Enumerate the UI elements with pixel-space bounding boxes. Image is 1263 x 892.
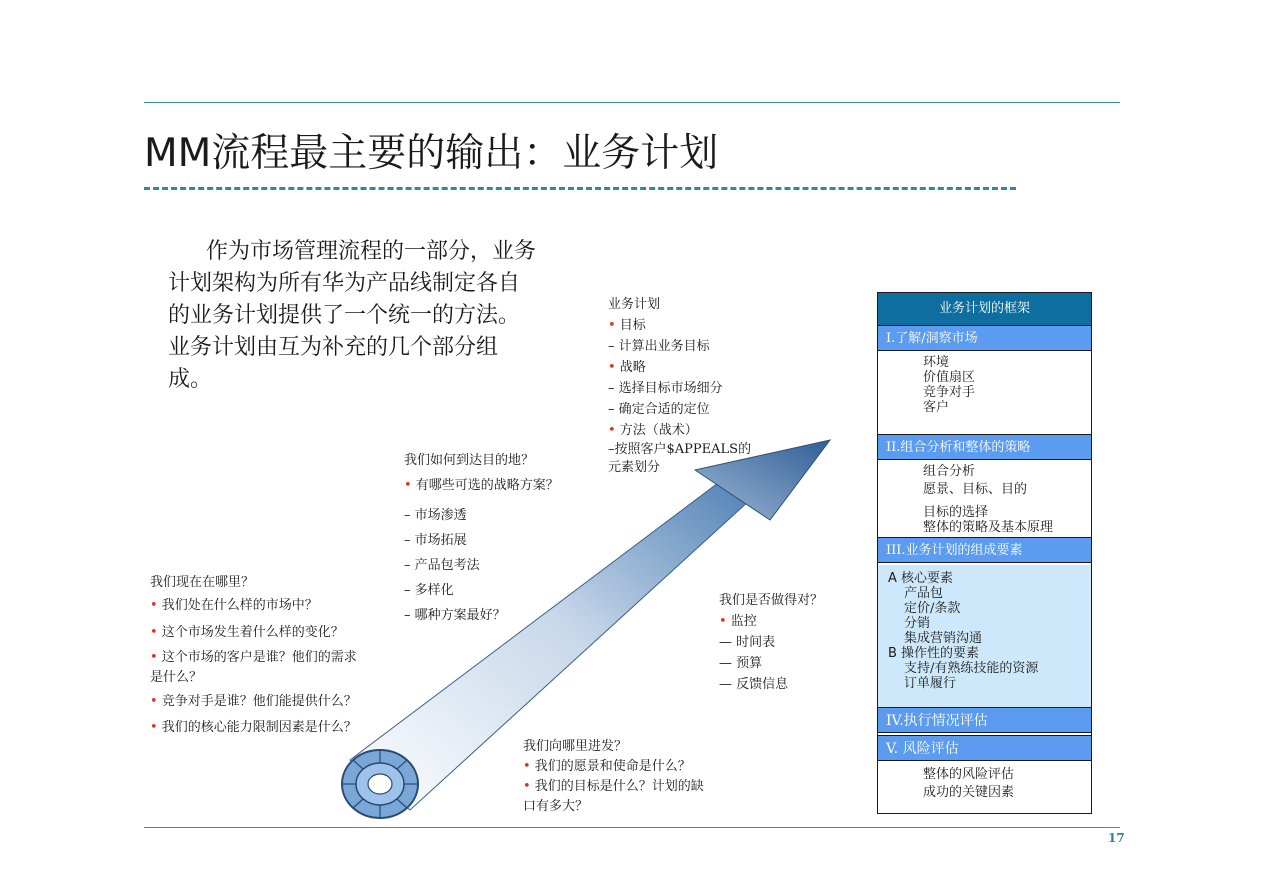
block-heading: 我们如何到达目的地？ (404, 453, 535, 468)
list-item: • 监控 (719, 614, 757, 629)
list-item: — 反馈信息 (719, 677, 789, 692)
list-item: 客户 (923, 400, 950, 415)
list-item: 成功的关键因素 (923, 785, 1015, 800)
list-item: – 计算出业务目标 (608, 339, 710, 354)
bullet-marker: • (719, 614, 727, 629)
list-item: • 有哪些可选的战略方案？ (404, 478, 559, 493)
list-item: 环境 (923, 355, 950, 370)
block-heading: 我们向哪里进发？ (523, 739, 628, 754)
list-item: – 确定合适的定位 (608, 402, 710, 417)
intro-line: 业务计划由互为补充的几个部分组 (168, 335, 499, 360)
list-item: 愿景、目标、目的 (923, 482, 1028, 497)
bullet-marker: • (150, 598, 158, 613)
list-item: • 竞争对手是谁？他们能提供什么？ (150, 694, 357, 709)
list-item: – 产品包考法 (404, 558, 480, 573)
framework-header: 业务计划的框架 (878, 293, 1091, 325)
top-rule (144, 102, 1120, 103)
bullet-marker: • (150, 625, 158, 640)
intro-paragraph (168, 236, 558, 396)
list-item: 整体的策略及基本原理 (923, 520, 1054, 535)
framework-section-5-items (878, 766, 1136, 802)
page-title: MM流程最主要的输出：业务计划 (144, 131, 719, 176)
list-item: 订单履行 (904, 676, 957, 691)
list-item: • 方法（战术） (608, 423, 698, 438)
list-item: • 战略 (608, 360, 646, 375)
list-item: – 选择目标市场细分 (608, 381, 723, 396)
bullet-marker: • (150, 694, 158, 709)
page-number: 17 (1108, 831, 1125, 845)
intro-line: 作为市场管理流程的一部分，业务 (206, 239, 537, 264)
list-item: 是什么？ (150, 670, 203, 685)
framework-section-4: IV.执行情况评估 (878, 707, 1091, 733)
list-item: 口有多大？ (523, 799, 589, 814)
block-heading: 我们现在在哪里？ (150, 575, 255, 590)
list-item: • 这个市场的客户是谁？他们的需求 (150, 650, 357, 665)
list-item: • 我们的核心能力限制因素是什么？ (150, 720, 357, 735)
bullet-marker: • (608, 423, 616, 438)
framework-section-2: II.组合分析和整体的策略 (878, 434, 1091, 460)
list-item: — 预算 (719, 656, 763, 671)
list-item: • 我们处在什么样的市场中？ (150, 598, 318, 613)
list-item: 元素划分 (608, 460, 661, 475)
bullet-marker: • (523, 759, 531, 774)
bullet-marker: • (404, 478, 412, 493)
intro-line: 的业务计划提供了一个统一的方法。 (168, 303, 521, 328)
framework-section-1-items (878, 355, 1136, 415)
list-item: A 核心要素 (888, 571, 954, 586)
bullet-marker: • (608, 360, 616, 375)
framework-section-5: V. 风险评估 (878, 735, 1091, 761)
intro-line: 成。 (168, 367, 213, 392)
list-item: 分销 (904, 616, 931, 631)
list-item: — 时间表 (719, 635, 776, 650)
list-item: 定价/条款 (904, 601, 961, 616)
list-item: – 哪种方案最好？ (404, 608, 506, 623)
business-plan-framework (877, 292, 1092, 814)
list-item: – 市场渗透 (404, 508, 467, 523)
where-are-we-going-notes (523, 737, 704, 817)
block-heading: 业务计划 (608, 297, 661, 312)
arrow-tail-core (368, 774, 392, 794)
bullet-marker: • (608, 318, 616, 333)
list-item: –按照客户$APPEALS的 (608, 442, 752, 457)
bullet-marker: • (150, 650, 158, 665)
list-item: 目标的选择 (923, 505, 989, 520)
list-item: 竞争对手 (923, 385, 976, 400)
block-heading: 我们是否做得对？ (719, 593, 824, 608)
title-underline (144, 187, 1016, 190)
bullet-marker: • (150, 720, 158, 735)
list-item: – 多样化 (404, 583, 454, 598)
list-item: 产品包 (904, 586, 944, 601)
are-we-doing-right-notes (719, 590, 823, 695)
framework-section-2-items (878, 464, 1136, 535)
list-item: B 操作性的要素 (888, 646, 980, 661)
list-item: – 市场拓展 (404, 533, 467, 548)
framework-section-3-items (878, 565, 1091, 707)
where-are-we-now-notes (150, 571, 357, 739)
list-item: 组合分析 (923, 464, 976, 479)
framework-section-3: III.业务计划的组成要素 (878, 537, 1091, 563)
list-item: • 我们的愿景和使命是什么？ (523, 759, 691, 774)
framework-section-1: I.了解/洞察市场 (878, 325, 1091, 351)
intro-line: 计划架构为所有华为产品线制定各自 (168, 271, 521, 296)
bottom-rule (144, 827, 1120, 828)
list-item: 整体的风险评估 (923, 767, 1015, 782)
list-item: 价值扇区 (923, 370, 976, 385)
business-plan-notes (608, 294, 751, 477)
list-item: • 我们的目标是什么？计划的缺 (523, 779, 704, 794)
bullet-marker: • (523, 779, 531, 794)
how-to-get-there-notes (404, 448, 559, 628)
list-item: 支持/有熟练技能的资源 (904, 661, 1039, 676)
list-item: • 这个市场发生着什么样的变化？ (150, 625, 344, 640)
list-item: 集成营销沟通 (904, 631, 983, 646)
list-item: • 目标 (608, 318, 646, 333)
